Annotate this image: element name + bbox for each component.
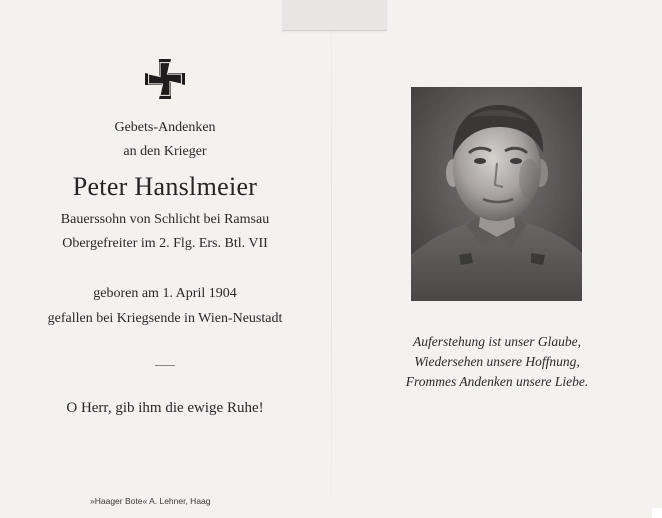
printer-imprint: »Haager Bote« A. Lehner, Haag — [90, 496, 211, 506]
birth-date-line: geboren am 1. April 1904 — [93, 286, 237, 301]
card-corner — [652, 508, 662, 518]
fold-line — [331, 0, 332, 518]
deceased-name: Peter Hanslmeier — [72, 172, 258, 201]
dedication-line: an den Krieger — [123, 144, 207, 159]
quote-line-3: Frommes Andenken unsere Liebe. — [405, 374, 589, 389]
iron-cross-icon — [143, 57, 187, 101]
rank-unit-line: Obergefreiter im 2. Flg. Ers. Btl. VII — [62, 236, 268, 251]
memorial-title: Gebets-Andenken — [114, 120, 216, 135]
death-line: gefallen bei Kriegsende in Wien-Neustadt — [47, 311, 283, 326]
prayer-line: O Herr, gib ihm die ewige Ruhe! — [66, 400, 264, 416]
tape-strip — [282, 0, 387, 31]
quote-line-2: Wiedersehen unsere Hoffnung, — [414, 354, 580, 369]
quote-line-1: Auferstehung ist unser Glaube, — [413, 334, 581, 349]
portrait-photo — [411, 87, 582, 301]
divider-rule — [155, 365, 175, 366]
origin-line: Bauerssohn von Schlicht bei Ramsau — [60, 212, 270, 227]
